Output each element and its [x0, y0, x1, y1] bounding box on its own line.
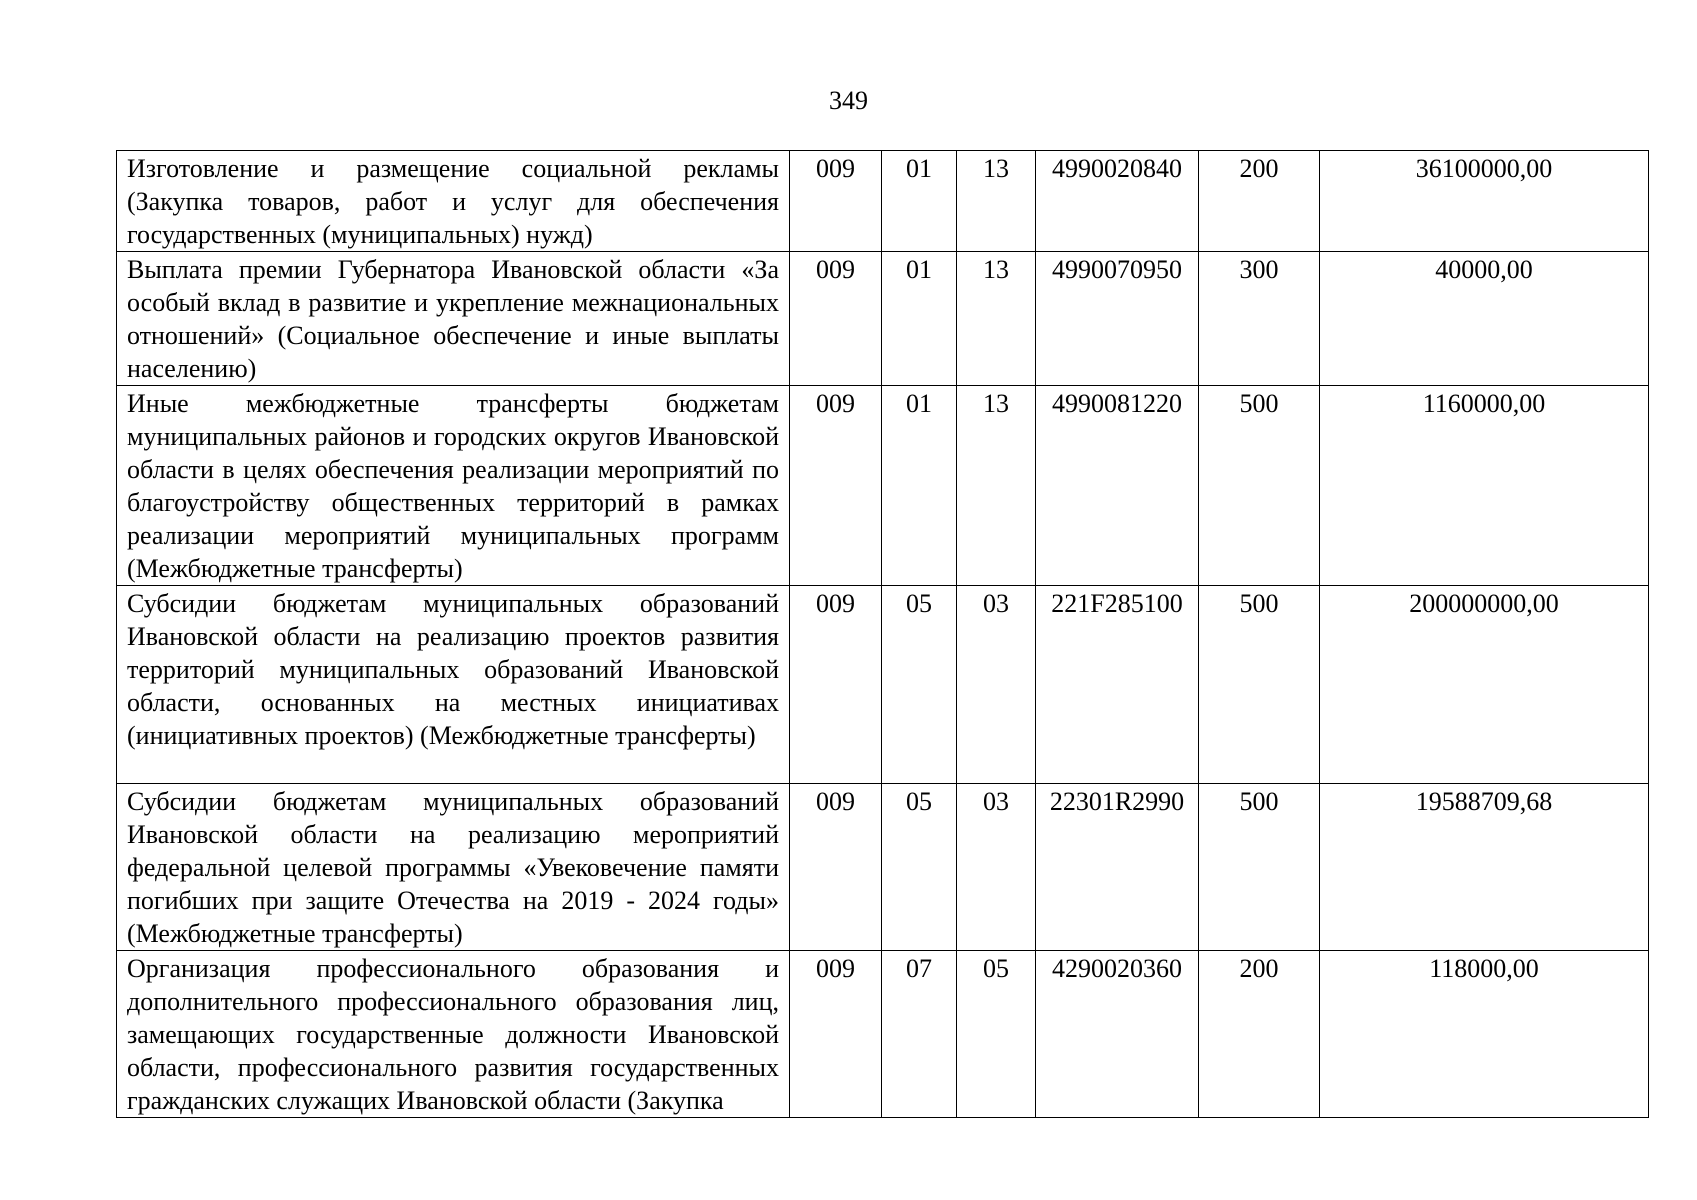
ministry-code: 009: [790, 586, 882, 784]
expense-type-code: 500: [1199, 586, 1320, 784]
section-code: 05: [882, 586, 957, 784]
row-description: Субсидии бюджетам муниципальных образований Ивановской области на реализацию мероприятий федеральной целевой программы «Увековечение памяти погибших при защите Отечества на 2019 - 2024 годы» (Межбюджетные трансферты): [117, 784, 790, 951]
budget-table: [116, 150, 1649, 1118]
section-code: 01: [882, 386, 957, 586]
amount: 1160000,00: [1320, 386, 1649, 586]
target-article-code: 4990070950: [1036, 252, 1199, 386]
amount: 19588709,68: [1320, 784, 1649, 951]
table-row: [117, 151, 1649, 252]
ministry-code: 009: [790, 951, 882, 1118]
table-row: [117, 951, 1649, 1118]
subsection-code: 13: [957, 151, 1036, 252]
amount: 36100000,00: [1320, 151, 1649, 252]
section-code: 01: [882, 151, 957, 252]
row-description: Иные межбюджетные трансферты бюджетам муниципальных районов и городских округов Ивановской области в целях обеспечения реализации мероприятий по благоустройству общественных территорий в рамках реализации мероприятий муниципальных программ (Межбюджетные трансферты): [117, 386, 790, 586]
expense-type-code: 500: [1199, 784, 1320, 951]
row-description: Изготовление и размещение социальной рекламы (Закупка товаров, работ и услуг для обеспечения государственных (муниципальных) нужд): [117, 151, 790, 252]
section-code: 07: [882, 951, 957, 1118]
row-description: Субсидии бюджетам муниципальных образований Ивановской области на реализацию проектов развития территорий муниципальных образований Ивановской области, основанных на местных инициативах (инициативных проектов) (Межбюджетные трансферты): [117, 586, 790, 784]
subsection-code: 03: [957, 586, 1036, 784]
ministry-code: 009: [790, 784, 882, 951]
row-description: Организация профессионального образования и дополнительного профессионального образования лиц, замещающих государственные должности Ивановской области, профессионального развития государственных гражданских служащих Ивановской области (Закупка: [117, 951, 790, 1118]
table-row: [117, 586, 1649, 784]
amount: 200000000,00: [1320, 586, 1649, 784]
expense-type-code: 500: [1199, 386, 1320, 586]
table-row: [117, 784, 1649, 951]
target-article-code: 4290020360: [1036, 951, 1199, 1118]
expense-type-code: 200: [1199, 951, 1320, 1118]
table-row: [117, 386, 1649, 586]
target-article-code: 221F285100: [1036, 586, 1199, 784]
subsection-code: 13: [957, 386, 1036, 586]
section-code: 01: [882, 252, 957, 386]
subsection-code: 05: [957, 951, 1036, 1118]
expense-type-code: 300: [1199, 252, 1320, 386]
ministry-code: 009: [790, 151, 882, 252]
amount: 118000,00: [1320, 951, 1649, 1118]
target-article-code: 4990081220: [1036, 386, 1199, 586]
table-row: [117, 252, 1649, 386]
ministry-code: 009: [790, 252, 882, 386]
target-article-code: 4990020840: [1036, 151, 1199, 252]
ministry-code: 009: [790, 386, 882, 586]
target-article-code: 22301R2990: [1036, 784, 1199, 951]
subsection-code: 13: [957, 252, 1036, 386]
row-description: Выплата премии Губернатора Ивановской области «За особый вклад в развитие и укрепление межнациональных отношений» (Социальное обеспечение и иные выплаты населению): [117, 252, 790, 386]
page-number: 349: [829, 86, 868, 115]
subsection-code: 03: [957, 784, 1036, 951]
section-code: 05: [882, 784, 957, 951]
expense-type-code: 200: [1199, 151, 1320, 252]
amount: 40000,00: [1320, 252, 1649, 386]
